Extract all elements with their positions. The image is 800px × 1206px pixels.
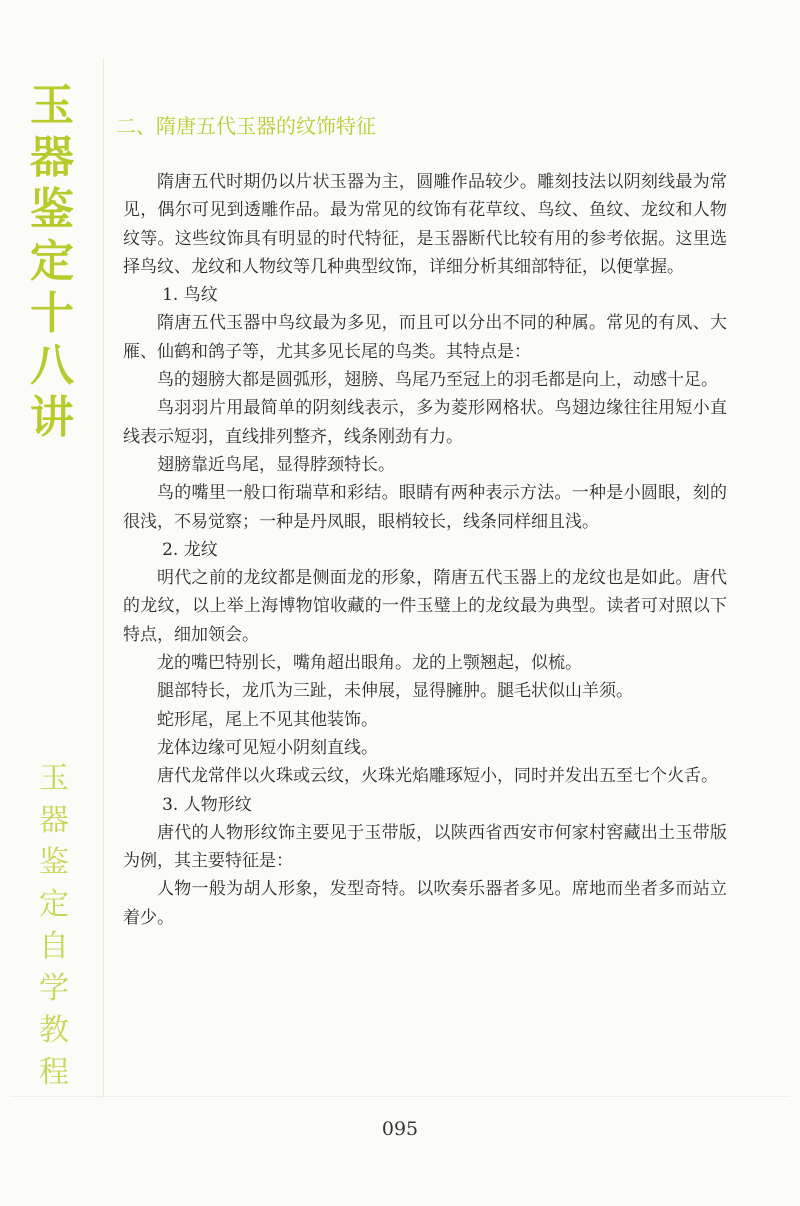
paragraph: 明代之前的龙纹都是侧面龙的形象，隋唐五代玉器上的龙纹也是如此。唐代的龙纹，以上举上海博物馆收藏的一件玉璧上的龙纹最为典型。读者可对照以下特点，细加领会。 [123, 568, 727, 645]
sidebar-subtitle-char: 程 [39, 1055, 69, 1090]
sidebar-title-char: 定 [30, 236, 74, 287]
sidebar-subtitle-char: 教 [39, 1013, 69, 1048]
sidebar-title-char: 讲 [30, 392, 74, 443]
paragraph: 人物一般为胡人形象，发型奇特。以吹奏乐器者多见。席地而坐者多而站立着少。 [123, 879, 727, 928]
paragraph: 隋唐五代玉器中鸟纹最为多见，而且可以分出不同的种属。常见的有凤、大雁、仙鹤和鸽子等，尤其多见长尾的鸟类。其特点是： [123, 313, 727, 362]
section-heading: 二、隋唐五代玉器的纹饰特征 [116, 114, 376, 138]
sidebar-title-char: 器 [30, 132, 74, 183]
sidebar-subtitle-char: 学 [39, 971, 69, 1006]
sidebar-title-char: 玉 [30, 80, 74, 131]
sidebar-subtitle-char: 定 [39, 887, 69, 922]
subsection-heading: 1. 鸟纹 [162, 285, 218, 306]
sidebar-subtitle-char: 器 [39, 803, 69, 838]
sidebar-book-title [24, 80, 80, 444]
paragraph: 唐代龙常伴以火珠或云纹，火珠光焰雕琢短小，同时并发出五至七个火舌。 [157, 766, 718, 787]
subsection-heading: 2. 龙纹 [162, 539, 218, 560]
sidebar-subtitle-char: 玉 [39, 761, 69, 796]
paragraph: 唐代的人物形纹饰主要见于玉带版，以陕西省西安市何家村窖藏出土玉带版为例，其主要特征是： [123, 822, 727, 872]
page-number: 095 [381, 1118, 419, 1140]
paragraph: 隋唐五代时期仍以片状玉器为主，圆雕作品较少。雕刻技法以阴刻线最为常见，偶尔可见到透雕作品。最为常见的纹饰有花草纹、鸟纹、鱼纹、龙纹和人物纹等。这些纹饰具有明显的时代特征，是玉器断代比较有用的参考依据。这里选择鸟纹、龙纹和人物纹等几种典型纹饰，详细分析其细部特征，以便掌握。 [123, 172, 727, 277]
paragraph: 鸟羽羽片用最简单的阴刻线表示，多为菱形网格状。鸟翅边缘往往用短小直线表示短羽，直线排列整齐，线条刚劲有力。 [123, 398, 727, 447]
paragraph: 鸟的翅膀大都是圆弧形，翅膀、鸟尾乃至冠上的羽毛都是向上，动感十足。 [157, 370, 718, 391]
sidebar-subtitle-char: 自 [39, 929, 69, 964]
paragraph: 龙的嘴巴特别长，嘴角超出眼角。龙的上颚翘起，似梳。 [157, 653, 582, 674]
body-text [123, 168, 727, 932]
sidebar-title-char: 八 [30, 340, 74, 391]
bottom-rule [10, 1096, 790, 1097]
paragraph: 龙体边缘可见短小阴刻直线。 [157, 737, 378, 758]
sidebar-subtitle-char: 鉴 [39, 845, 69, 880]
sidebar-book-subtitle [32, 758, 76, 1094]
subsection-heading: 3. 人物形纹 [162, 794, 252, 815]
paragraph: 翅膀靠近鸟尾，显得脖颈特长。 [157, 454, 395, 475]
paragraph: 腿部特长，龙爪为三趾，未伸展，显得臃肿。腿毛状似山羊须。 [157, 681, 633, 702]
paragraph: 鸟的嘴里一般口衔瑞草和彩结。眼睛有两种表示方法。一种是小圆眼，刻的很浅，不易觉察；一种是丹凤眼，眼梢较长，线条同样细且浅。 [123, 483, 727, 532]
sidebar-title-char: 鉴 [30, 184, 74, 235]
gutter-line [103, 58, 104, 1098]
sidebar-title-char: 十 [30, 288, 74, 339]
paragraph: 蛇形尾，尾上不见其他装饰。 [157, 709, 378, 730]
